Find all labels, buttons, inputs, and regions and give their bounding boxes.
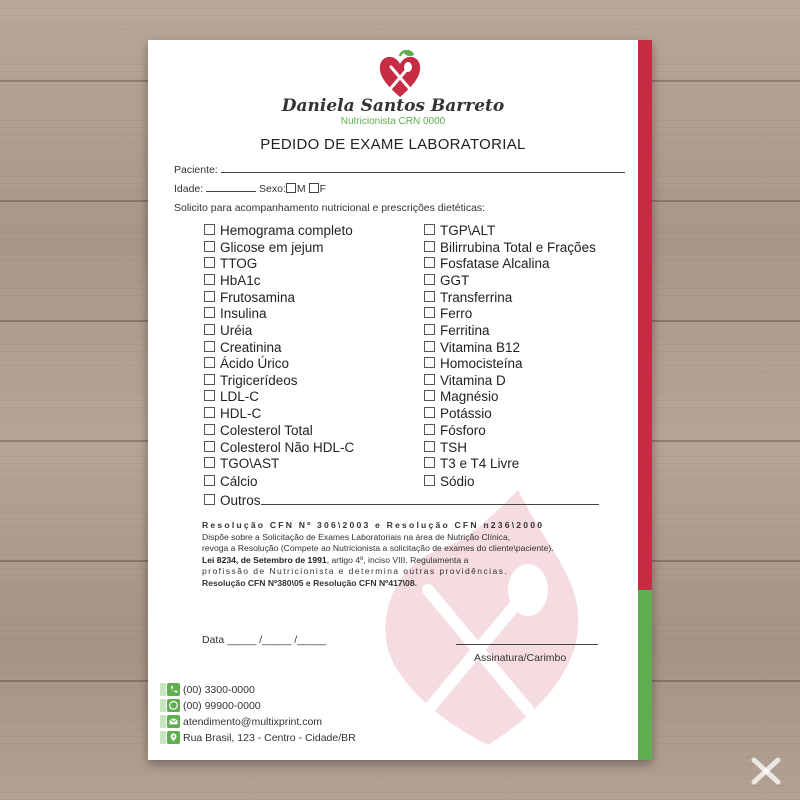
checkbox-icon[interactable] bbox=[424, 241, 435, 252]
exam-item[interactable]: Transferrina bbox=[424, 290, 512, 305]
checkbox-icon[interactable] bbox=[424, 291, 435, 302]
page-title: PEDIDO DE EXAME LABORATORIAL bbox=[260, 136, 526, 153]
exam-item[interactable]: HbA1c bbox=[204, 273, 261, 288]
exam-item[interactable]: Colesterol Não HDL-C bbox=[204, 440, 354, 455]
exam-item[interactable]: Homocisteína bbox=[424, 356, 523, 371]
checkbox-icon[interactable] bbox=[204, 457, 215, 468]
checkbox-icon[interactable] bbox=[204, 424, 215, 435]
age-field[interactable] bbox=[206, 181, 256, 192]
nutritionist-name: Daniela Santos Barreto bbox=[281, 96, 505, 116]
checkbox-icon[interactable] bbox=[204, 407, 215, 418]
resolution-line: revoga a Resolução (Compete ao Nutricionista a solicitação de exames do cliente\paciente). bbox=[202, 543, 554, 554]
exam-item-others[interactable]: Outros bbox=[204, 492, 599, 508]
checkbox-icon[interactable] bbox=[424, 224, 435, 235]
contact-email: atendimento@multixprint.com bbox=[160, 715, 322, 728]
exam-item[interactable]: Hemograma completo bbox=[204, 223, 353, 238]
exam-item[interactable]: T3 e T4 Livre bbox=[424, 456, 519, 471]
nutritionist-crn: Nutricionista CRN 0000 bbox=[340, 116, 446, 127]
exam-item[interactable]: Potássio bbox=[424, 406, 492, 421]
exam-item[interactable]: Uréia bbox=[204, 323, 252, 338]
exam-item[interactable]: Magnésio bbox=[424, 389, 499, 404]
exam-item[interactable]: GGT bbox=[424, 273, 469, 288]
checkbox-icon[interactable] bbox=[424, 374, 435, 385]
checkbox-icon[interactable] bbox=[424, 324, 435, 335]
checkbox-icon[interactable] bbox=[204, 357, 215, 368]
exam-item[interactable]: TSH bbox=[424, 440, 467, 455]
exam-item[interactable]: LDL-C bbox=[204, 389, 259, 404]
prescription-pad bbox=[148, 40, 652, 760]
others-field[interactable] bbox=[261, 492, 599, 505]
sex-label: Sexo: bbox=[259, 183, 286, 195]
checkbox-icon[interactable] bbox=[424, 257, 435, 268]
sex-f-checkbox[interactable] bbox=[309, 183, 319, 193]
contact-whatsapp: (00) 99900-0000 bbox=[160, 699, 261, 712]
resolution-heading: Resolução CFN Nº 306\2003 e Resolução CFN n236\2000 bbox=[202, 520, 545, 530]
exam-item[interactable]: HDL-C bbox=[204, 406, 261, 421]
checkbox-icon[interactable] bbox=[424, 457, 435, 468]
checkbox-icon[interactable] bbox=[424, 475, 435, 486]
exam-item[interactable]: Vitamina D bbox=[424, 373, 506, 388]
sex-m-checkbox[interactable] bbox=[286, 183, 296, 193]
sex-f-label: F bbox=[319, 183, 326, 195]
heart-logo-icon bbox=[376, 50, 424, 100]
checkbox-icon[interactable] bbox=[204, 494, 215, 505]
law-reference: Lei 8234, de Setembro de 1991 bbox=[202, 554, 327, 565]
exam-item[interactable]: Creatinina bbox=[204, 340, 282, 355]
intro-text: Solicito para acompanhamento nutricional e prescrições dietéticas: bbox=[174, 202, 486, 214]
exam-item[interactable]: Fósforo bbox=[424, 423, 486, 438]
checkbox-icon[interactable] bbox=[424, 424, 435, 435]
checkbox-icon[interactable] bbox=[424, 307, 435, 318]
checkbox-icon[interactable] bbox=[424, 341, 435, 352]
exam-item[interactable]: Ferro bbox=[424, 306, 472, 321]
checkbox-icon[interactable] bbox=[204, 441, 215, 452]
exam-item[interactable]: TGP\ALT bbox=[424, 223, 495, 238]
checkbox-icon[interactable] bbox=[204, 390, 215, 401]
resolution-line: Resolução CFN Nº380\05 e Resolução CFN Nº417\08. bbox=[202, 577, 417, 588]
patient-row bbox=[174, 162, 625, 176]
contact-address: Rua Brasil, 123 - Centro - Cidade/BR bbox=[160, 731, 356, 744]
checkbox-icon[interactable] bbox=[424, 441, 435, 452]
checkbox-icon[interactable] bbox=[424, 390, 435, 401]
sex-m-label: M bbox=[296, 183, 306, 195]
phone-icon bbox=[167, 683, 180, 696]
age-sex-row bbox=[174, 181, 326, 195]
patient-label: Paciente: bbox=[174, 164, 218, 176]
red-side-stripe bbox=[638, 40, 652, 590]
exam-item[interactable]: Bilirrubina Total e Frações bbox=[424, 240, 596, 255]
checkbox-icon[interactable] bbox=[204, 224, 215, 235]
age-label: Idade: bbox=[174, 183, 204, 195]
exam-item[interactable]: TGO\AST bbox=[204, 456, 279, 471]
checkbox-icon[interactable] bbox=[204, 341, 215, 352]
checkbox-icon[interactable] bbox=[204, 291, 215, 302]
exam-item[interactable]: TTOG bbox=[204, 256, 257, 271]
date-field[interactable]: Data _____ /_____ /_____ bbox=[202, 634, 327, 646]
exam-item[interactable]: Vitamina B12 bbox=[424, 340, 520, 355]
resolution-law-line: Lei 8234, de Setembro de 1991, artigo 4º, inciso VIII. Regulamenta a bbox=[202, 554, 469, 565]
signature-line[interactable] bbox=[456, 644, 598, 645]
checkbox-icon[interactable] bbox=[204, 241, 215, 252]
checkbox-icon[interactable] bbox=[204, 257, 215, 268]
exam-item[interactable]: Ácido Úrico bbox=[204, 356, 289, 371]
resolution-block bbox=[202, 520, 602, 590]
checkbox-icon[interactable] bbox=[204, 324, 215, 335]
signature-label: Assinatura/Carimbo bbox=[474, 652, 567, 664]
exam-item[interactable]: Cálcio bbox=[204, 474, 258, 489]
exam-item[interactable]: Glicose em jejum bbox=[204, 240, 324, 255]
exam-item[interactable]: Sódio bbox=[424, 474, 475, 489]
checkbox-icon[interactable] bbox=[204, 274, 215, 285]
resolution-line: Dispõe sobre a Solicitação de Exames Laboratoriais na área de Nutrição Clínica, bbox=[202, 531, 511, 542]
exam-item[interactable]: Fosfatase Alcalina bbox=[424, 256, 550, 271]
patient-field[interactable] bbox=[221, 162, 625, 173]
email-icon bbox=[167, 715, 180, 728]
corner-logo-icon bbox=[748, 752, 784, 788]
exam-item[interactable]: Colesterol Total bbox=[204, 423, 313, 438]
checkbox-icon[interactable] bbox=[204, 475, 215, 486]
exam-item[interactable]: Ferritina bbox=[424, 323, 490, 338]
whatsapp-icon bbox=[167, 699, 180, 712]
resolution-line: profissão de Nutricionista e determina outras providências. bbox=[202, 566, 509, 577]
checkbox-icon[interactable] bbox=[424, 407, 435, 418]
exam-item[interactable]: Insulina bbox=[204, 306, 267, 321]
location-pin-icon bbox=[167, 731, 180, 744]
checkbox-icon[interactable] bbox=[204, 374, 215, 385]
checkbox-icon[interactable] bbox=[424, 274, 435, 285]
contact-phone: (00) 3300-0000 bbox=[160, 683, 255, 696]
exam-item[interactable]: Trigicerídeos bbox=[204, 373, 298, 388]
green-side-stripe bbox=[638, 590, 652, 760]
checkbox-icon[interactable] bbox=[424, 357, 435, 368]
exam-item[interactable]: Frutosamina bbox=[204, 290, 295, 305]
checkbox-icon[interactable] bbox=[204, 307, 215, 318]
